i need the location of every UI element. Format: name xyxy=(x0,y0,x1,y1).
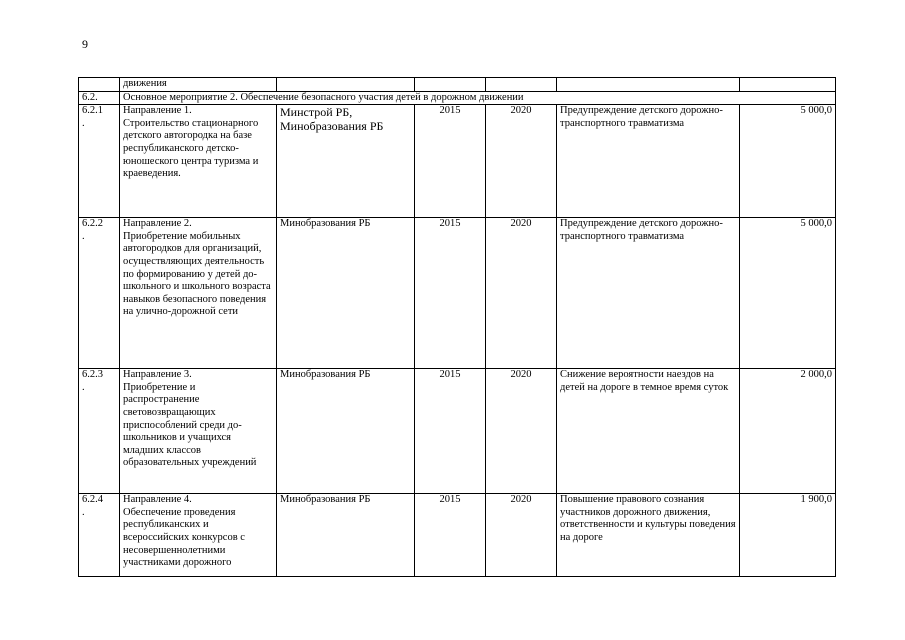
cell-amount: 5 000,0 xyxy=(740,218,836,369)
cell-name: движения xyxy=(120,78,277,92)
cell-name xyxy=(120,218,277,369)
cell-executor xyxy=(277,78,415,92)
cell-end-year: 2020 xyxy=(486,494,557,577)
cell-number: 6.2.1 . xyxy=(79,105,120,218)
cell-result xyxy=(557,78,740,92)
cell-start-year xyxy=(415,78,486,92)
cell-amount: 1 900,0 xyxy=(740,494,836,577)
cell-executor: Минстрой РБ, Минобразования РБ xyxy=(277,105,415,218)
cell-executor: Минобразования РБ xyxy=(277,494,415,577)
table-row xyxy=(79,369,836,494)
cell-end-year: 2020 xyxy=(486,105,557,218)
direction-text: Направление 4. Обеспечение проведения республиканских и всероссийских конкурсов с несовершеннолетними участниками дорожного xyxy=(123,494,245,569)
direction-text: Направление 1. Строительство стационарного детского автогородка на базе республиканского детско-юношеского центра туризма и краеведения. xyxy=(123,105,259,180)
page-number: 9 xyxy=(82,37,88,51)
cell-name xyxy=(120,494,277,577)
cell-amount xyxy=(740,78,836,92)
direction-text: Направление 3. Приобретение и распространение световозвращающих приспособлений среди до-школьников и учащихся младших классов образовательных учреждений xyxy=(123,369,257,469)
cell-start-year: 2015 xyxy=(415,369,486,494)
cell-number: 6.2.2 . xyxy=(79,218,120,369)
cell-number: 6.2.4 . xyxy=(79,494,120,577)
cell-result: Предупреждение детского дорожно-транспортного травматизма xyxy=(557,105,740,218)
cell-event-number: 6.2. xyxy=(79,91,120,105)
cell-result: Предупреждение детского дорожно-транспортного травматизма xyxy=(557,218,740,369)
table-row xyxy=(79,105,836,218)
cell-amount: 5 000,0 xyxy=(740,105,836,218)
cell-event-title: Основное мероприятие 2. Обеспечение безопасного участия детей в дорожном движении xyxy=(120,91,836,105)
table-row xyxy=(79,218,836,369)
cell-amount: 2 000,0 xyxy=(740,369,836,494)
cell-number xyxy=(79,78,120,92)
cell-start-year: 2015 xyxy=(415,494,486,577)
cell-executor: Минобразования РБ xyxy=(277,369,415,494)
program-table xyxy=(78,77,836,577)
cell-number: 6.2.3 . xyxy=(79,369,120,494)
cell-start-year: 2015 xyxy=(415,218,486,369)
cell-result: Снижение вероятности наездов на детей на дороге в темное время суток xyxy=(557,369,740,494)
cell-name xyxy=(120,369,277,494)
cell-end-year xyxy=(486,78,557,92)
cell-start-year: 2015 xyxy=(415,105,486,218)
table-row xyxy=(79,494,836,577)
cell-result: Повышение правового сознания участников дорожного движения, ответственности и культуры поведения на дороге xyxy=(557,494,740,577)
cell-name xyxy=(120,105,277,218)
direction-text: Направление 2. Приобретение мобильных автогородков для организаций, осуществляющих деятельность по формированию у детей до-школьного и школьного возраста навыков безопасного поведения на улично-дорожной сети xyxy=(123,218,271,318)
cell-end-year: 2020 xyxy=(486,369,557,494)
cell-end-year: 2020 xyxy=(486,218,557,369)
table-row-continuation xyxy=(79,78,836,92)
table-row-main-event xyxy=(79,91,836,105)
cell-executor: Минобразования РБ xyxy=(277,218,415,369)
